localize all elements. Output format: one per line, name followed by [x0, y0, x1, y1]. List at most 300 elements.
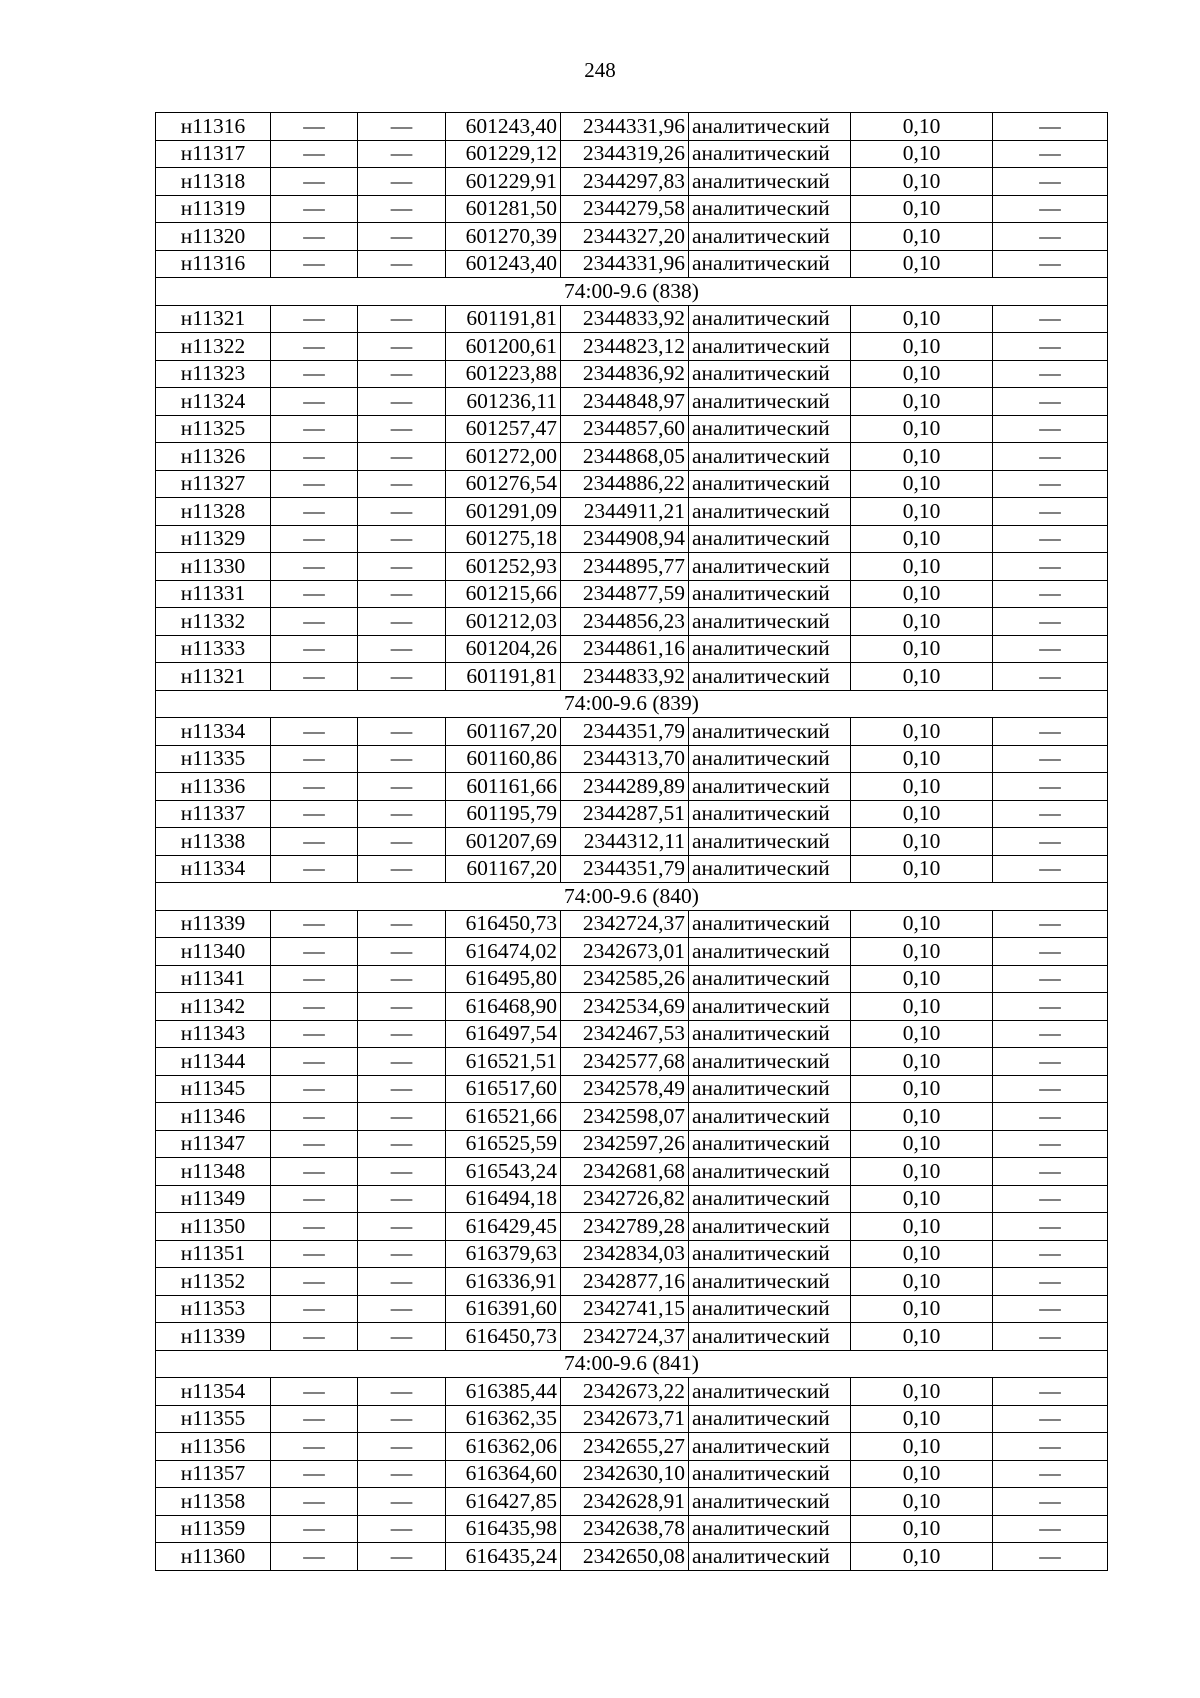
dash-cell: — — [993, 1158, 1108, 1186]
table-row — [156, 525, 1108, 553]
x-coordinate-cell: 616497,54 — [446, 1020, 561, 1048]
table-row — [156, 1543, 1108, 1571]
accuracy-cell: 0,10 — [851, 168, 993, 196]
method-cell: аналитический — [689, 1103, 851, 1131]
dash-cell: — — [993, 635, 1108, 663]
table-row — [156, 195, 1108, 223]
y-coordinate-cell: 2342724,37 — [561, 910, 689, 938]
dash-cell: — — [993, 993, 1108, 1021]
dash-cell: — — [271, 498, 358, 526]
point-id-cell: н11331 — [156, 580, 271, 608]
y-coordinate-cell: 2344877,59 — [561, 580, 689, 608]
x-coordinate-cell: 601223,88 — [446, 360, 561, 388]
y-coordinate-cell: 2342577,68 — [561, 1048, 689, 1076]
y-coordinate-cell: 2342877,16 — [561, 1268, 689, 1296]
point-id-cell: н11345 — [156, 1075, 271, 1103]
accuracy-cell: 0,10 — [851, 635, 993, 663]
dash-cell: — — [993, 333, 1108, 361]
accuracy-cell: 0,10 — [851, 580, 993, 608]
table-row — [156, 388, 1108, 416]
table-row — [156, 993, 1108, 1021]
dash-cell: — — [271, 965, 358, 993]
method-cell: аналитический — [689, 223, 851, 251]
dash-cell: — — [271, 773, 358, 801]
x-coordinate-cell: 601160,86 — [446, 745, 561, 773]
x-coordinate-cell: 616379,63 — [446, 1240, 561, 1268]
x-coordinate-cell: 616336,91 — [446, 1268, 561, 1296]
x-coordinate-cell: 616495,80 — [446, 965, 561, 993]
x-coordinate-cell: 601229,12 — [446, 140, 561, 168]
method-cell: аналитический — [689, 1268, 851, 1296]
accuracy-cell: 0,10 — [851, 415, 993, 443]
accuracy-cell: 0,10 — [851, 855, 993, 883]
dash-cell: — — [358, 1130, 446, 1158]
dash-cell: — — [993, 1433, 1108, 1461]
dash-cell: — — [993, 168, 1108, 196]
dash-cell: — — [358, 800, 446, 828]
dash-cell: — — [993, 608, 1108, 636]
point-id-cell: н11333 — [156, 635, 271, 663]
method-cell: аналитический — [689, 1048, 851, 1076]
dash-cell: — — [993, 140, 1108, 168]
dash-cell: — — [271, 1488, 358, 1516]
y-coordinate-cell: 2342724,37 — [561, 1323, 689, 1351]
table-row — [156, 1185, 1108, 1213]
dash-cell: — — [358, 1378, 446, 1406]
dash-cell: — — [271, 223, 358, 251]
dash-cell: — — [271, 250, 358, 278]
dash-cell: — — [358, 773, 446, 801]
dash-cell: — — [271, 470, 358, 498]
method-cell: аналитический — [689, 305, 851, 333]
dash-cell: — — [993, 443, 1108, 471]
dash-cell: — — [271, 1075, 358, 1103]
dash-cell: — — [358, 1295, 446, 1323]
point-id-cell: н11359 — [156, 1515, 271, 1543]
dash-cell: — — [358, 1213, 446, 1241]
x-coordinate-cell: 616521,66 — [446, 1103, 561, 1131]
dash-cell: — — [271, 333, 358, 361]
point-id-cell: н11332 — [156, 608, 271, 636]
x-coordinate-cell: 616364,60 — [446, 1460, 561, 1488]
dash-cell: — — [358, 223, 446, 251]
dash-cell: — — [993, 525, 1108, 553]
method-cell: аналитический — [689, 773, 851, 801]
method-cell: аналитический — [689, 1543, 851, 1571]
point-id-cell: н11352 — [156, 1268, 271, 1296]
table-row — [156, 608, 1108, 636]
point-id-cell: н11336 — [156, 773, 271, 801]
point-id-cell: н11353 — [156, 1295, 271, 1323]
point-id-cell: н11342 — [156, 993, 271, 1021]
x-coordinate-cell: 601281,50 — [446, 195, 561, 223]
accuracy-cell: 0,10 — [851, 1460, 993, 1488]
accuracy-cell: 0,10 — [851, 388, 993, 416]
dash-cell: — — [993, 718, 1108, 746]
accuracy-cell: 0,10 — [851, 140, 993, 168]
point-id-cell: н11337 — [156, 800, 271, 828]
dash-cell: — — [993, 470, 1108, 498]
accuracy-cell: 0,10 — [851, 333, 993, 361]
accuracy-cell: 0,10 — [851, 1295, 993, 1323]
x-coordinate-cell: 601276,54 — [446, 470, 561, 498]
accuracy-cell: 0,10 — [851, 498, 993, 526]
accuracy-cell: 0,10 — [851, 360, 993, 388]
dash-cell: — — [993, 1103, 1108, 1131]
dash-cell: — — [993, 1268, 1108, 1296]
table-row — [156, 1405, 1108, 1433]
point-id-cell: н11334 — [156, 855, 271, 883]
dash-cell: — — [271, 1240, 358, 1268]
y-coordinate-cell: 2344856,23 — [561, 608, 689, 636]
table-row — [156, 1130, 1108, 1158]
table-row — [156, 635, 1108, 663]
section-header-row — [156, 883, 1108, 911]
dash-cell: — — [271, 140, 358, 168]
dash-cell: — — [358, 140, 446, 168]
dash-cell: — — [271, 113, 358, 141]
dash-cell: — — [993, 1075, 1108, 1103]
accuracy-cell: 0,10 — [851, 1323, 993, 1351]
table-row — [156, 1295, 1108, 1323]
point-id-cell: н11316 — [156, 113, 271, 141]
x-coordinate-cell: 616391,60 — [446, 1295, 561, 1323]
method-cell: аналитический — [689, 1515, 851, 1543]
dash-cell: — — [271, 415, 358, 443]
method-cell: аналитический — [689, 443, 851, 471]
table-row — [156, 223, 1108, 251]
x-coordinate-cell: 601167,20 — [446, 855, 561, 883]
point-id-cell: н11329 — [156, 525, 271, 553]
dash-cell: — — [358, 1240, 446, 1268]
y-coordinate-cell: 2342598,07 — [561, 1103, 689, 1131]
point-id-cell: н11360 — [156, 1543, 271, 1571]
method-cell: аналитический — [689, 195, 851, 223]
method-cell: аналитический — [689, 635, 851, 663]
method-cell: аналитический — [689, 415, 851, 443]
method-cell: аналитический — [689, 140, 851, 168]
point-id-cell: н11321 — [156, 663, 271, 691]
dash-cell: — — [993, 360, 1108, 388]
dash-cell: — — [271, 1543, 358, 1571]
section-label: 74:00-9.6 (840) — [156, 883, 1108, 911]
x-coordinate-cell: 601243,40 — [446, 250, 561, 278]
x-coordinate-cell: 601191,81 — [446, 305, 561, 333]
accuracy-cell: 0,10 — [851, 1048, 993, 1076]
dash-cell: — — [358, 1185, 446, 1213]
dash-cell: — — [993, 1378, 1108, 1406]
table-row — [156, 250, 1108, 278]
dash-cell: — — [993, 223, 1108, 251]
table-row — [156, 663, 1108, 691]
accuracy-cell: 0,10 — [851, 553, 993, 581]
accuracy-cell: 0,10 — [851, 993, 993, 1021]
x-coordinate-cell: 601207,69 — [446, 828, 561, 856]
method-cell: аналитический — [689, 498, 851, 526]
table-row — [156, 965, 1108, 993]
table-row — [156, 910, 1108, 938]
table-row — [156, 443, 1108, 471]
dash-cell: — — [271, 910, 358, 938]
point-id-cell: н11326 — [156, 443, 271, 471]
point-id-cell: н11355 — [156, 1405, 271, 1433]
point-id-cell: н11357 — [156, 1460, 271, 1488]
method-cell: аналитический — [689, 1405, 851, 1433]
dash-cell: — — [993, 855, 1108, 883]
method-cell: аналитический — [689, 1240, 851, 1268]
table-row — [156, 305, 1108, 333]
dash-cell: — — [271, 443, 358, 471]
x-coordinate-cell: 601257,47 — [446, 415, 561, 443]
table-row — [156, 1268, 1108, 1296]
dash-cell: — — [993, 195, 1108, 223]
y-coordinate-cell: 2344297,83 — [561, 168, 689, 196]
x-coordinate-cell: 601270,39 — [446, 223, 561, 251]
x-coordinate-cell: 601191,81 — [446, 663, 561, 691]
dash-cell: — — [271, 1213, 358, 1241]
dash-cell: — — [993, 910, 1108, 938]
dash-cell: — — [271, 1130, 358, 1158]
dash-cell: — — [271, 828, 358, 856]
table-row — [156, 828, 1108, 856]
method-cell: аналитический — [689, 910, 851, 938]
accuracy-cell: 0,10 — [851, 608, 993, 636]
table-row — [156, 1213, 1108, 1241]
method-cell: аналитический — [689, 1433, 851, 1461]
accuracy-cell: 0,10 — [851, 1075, 993, 1103]
section-header-row — [156, 1350, 1108, 1378]
method-cell: аналитический — [689, 993, 851, 1021]
accuracy-cell: 0,10 — [851, 305, 993, 333]
dash-cell: — — [358, 333, 446, 361]
table-row — [156, 1048, 1108, 1076]
method-cell: аналитический — [689, 800, 851, 828]
accuracy-cell: 0,10 — [851, 1515, 993, 1543]
accuracy-cell: 0,10 — [851, 745, 993, 773]
dash-cell: — — [271, 195, 358, 223]
dash-cell: — — [271, 635, 358, 663]
accuracy-cell: 0,10 — [851, 250, 993, 278]
method-cell: аналитический — [689, 333, 851, 361]
y-coordinate-cell: 2342628,91 — [561, 1488, 689, 1516]
x-coordinate-cell: 601195,79 — [446, 800, 561, 828]
method-cell: аналитический — [689, 525, 851, 553]
point-id-cell: н11341 — [156, 965, 271, 993]
y-coordinate-cell: 2342630,10 — [561, 1460, 689, 1488]
dash-cell: — — [271, 993, 358, 1021]
dash-cell: — — [271, 608, 358, 636]
dash-cell: — — [358, 580, 446, 608]
y-coordinate-cell: 2342655,27 — [561, 1433, 689, 1461]
accuracy-cell: 0,10 — [851, 525, 993, 553]
dash-cell: — — [358, 1460, 446, 1488]
point-id-cell: н11335 — [156, 745, 271, 773]
dash-cell: — — [271, 1433, 358, 1461]
accuracy-cell: 0,10 — [851, 773, 993, 801]
y-coordinate-cell: 2342578,49 — [561, 1075, 689, 1103]
point-id-cell: н11351 — [156, 1240, 271, 1268]
dash-cell: — — [358, 305, 446, 333]
point-id-cell: н11344 — [156, 1048, 271, 1076]
x-coordinate-cell: 601272,00 — [446, 443, 561, 471]
dash-cell: — — [358, 938, 446, 966]
y-coordinate-cell: 2342673,22 — [561, 1378, 689, 1406]
accuracy-cell: 0,10 — [851, 113, 993, 141]
x-coordinate-cell: 601204,26 — [446, 635, 561, 663]
y-coordinate-cell: 2342673,71 — [561, 1405, 689, 1433]
point-id-cell: н11339 — [156, 1323, 271, 1351]
dash-cell: — — [271, 1048, 358, 1076]
dash-cell: — — [993, 1488, 1108, 1516]
dash-cell: — — [358, 1048, 446, 1076]
dash-cell: — — [993, 1185, 1108, 1213]
accuracy-cell: 0,10 — [851, 718, 993, 746]
method-cell: аналитический — [689, 1488, 851, 1516]
accuracy-cell: 0,10 — [851, 938, 993, 966]
accuracy-cell: 0,10 — [851, 195, 993, 223]
x-coordinate-cell: 616362,35 — [446, 1405, 561, 1433]
table-row — [156, 855, 1108, 883]
dash-cell: — — [993, 1515, 1108, 1543]
dash-cell: — — [358, 1515, 446, 1543]
dash-cell: — — [358, 195, 446, 223]
x-coordinate-cell: 616474,02 — [446, 938, 561, 966]
y-coordinate-cell: 2344312,11 — [561, 828, 689, 856]
accuracy-cell: 0,10 — [851, 1488, 993, 1516]
point-id-cell: н11325 — [156, 415, 271, 443]
x-coordinate-cell: 616517,60 — [446, 1075, 561, 1103]
dash-cell: — — [993, 1405, 1108, 1433]
accuracy-cell: 0,10 — [851, 1378, 993, 1406]
dash-cell: — — [358, 993, 446, 1021]
accuracy-cell: 0,10 — [851, 443, 993, 471]
y-coordinate-cell: 2344287,51 — [561, 800, 689, 828]
dash-cell: — — [993, 828, 1108, 856]
x-coordinate-cell: 616543,24 — [446, 1158, 561, 1186]
x-coordinate-cell: 616429,45 — [446, 1213, 561, 1241]
x-coordinate-cell: 616362,06 — [446, 1433, 561, 1461]
dash-cell: — — [358, 910, 446, 938]
dash-cell: — — [271, 580, 358, 608]
page-number: 248 — [584, 58, 616, 82]
x-coordinate-cell: 601243,40 — [446, 113, 561, 141]
dash-cell: — — [271, 663, 358, 691]
method-cell: аналитический — [689, 1158, 851, 1186]
x-coordinate-cell: 616450,73 — [446, 910, 561, 938]
dash-cell: — — [358, 1268, 446, 1296]
y-coordinate-cell: 2342726,82 — [561, 1185, 689, 1213]
y-coordinate-cell: 2344319,26 — [561, 140, 689, 168]
dash-cell: — — [358, 553, 446, 581]
y-coordinate-cell: 2344886,22 — [561, 470, 689, 498]
dash-cell: — — [993, 388, 1108, 416]
y-coordinate-cell: 2342597,26 — [561, 1130, 689, 1158]
y-coordinate-cell: 2344331,96 — [561, 250, 689, 278]
method-cell: аналитический — [689, 1323, 851, 1351]
table-row — [156, 1488, 1108, 1516]
y-coordinate-cell: 2344351,79 — [561, 855, 689, 883]
x-coordinate-cell: 601275,18 — [446, 525, 561, 553]
point-id-cell: н11321 — [156, 305, 271, 333]
table-row — [156, 498, 1108, 526]
point-id-cell: н11348 — [156, 1158, 271, 1186]
x-coordinate-cell: 601236,11 — [446, 388, 561, 416]
accuracy-cell: 0,10 — [851, 828, 993, 856]
accuracy-cell: 0,10 — [851, 800, 993, 828]
x-coordinate-cell: 616525,59 — [446, 1130, 561, 1158]
dash-cell: — — [271, 855, 358, 883]
accuracy-cell: 0,10 — [851, 1130, 993, 1158]
table-row — [156, 745, 1108, 773]
dash-cell: — — [271, 525, 358, 553]
point-id-cell: н11334 — [156, 718, 271, 746]
y-coordinate-cell: 2342681,68 — [561, 1158, 689, 1186]
dash-cell: — — [358, 470, 446, 498]
dash-cell: — — [271, 168, 358, 196]
method-cell: аналитический — [689, 1295, 851, 1323]
method-cell: аналитический — [689, 168, 851, 196]
method-cell: аналитический — [689, 855, 851, 883]
table-row — [156, 553, 1108, 581]
dash-cell: — — [358, 1405, 446, 1433]
dash-cell: — — [358, 608, 446, 636]
dash-cell: — — [358, 1433, 446, 1461]
accuracy-cell: 0,10 — [851, 1020, 993, 1048]
section-header-row — [156, 278, 1108, 306]
point-id-cell: н11354 — [156, 1378, 271, 1406]
dash-cell: — — [993, 773, 1108, 801]
table-row — [156, 360, 1108, 388]
x-coordinate-cell: 601252,93 — [446, 553, 561, 581]
point-id-cell: н11319 — [156, 195, 271, 223]
dash-cell: — — [358, 965, 446, 993]
dash-cell: — — [271, 1268, 358, 1296]
y-coordinate-cell: 2344911,21 — [561, 498, 689, 526]
dash-cell: — — [993, 113, 1108, 141]
accuracy-cell: 0,10 — [851, 1543, 993, 1571]
method-cell: аналитический — [689, 828, 851, 856]
dash-cell: — — [358, 1075, 446, 1103]
dash-cell: — — [993, 580, 1108, 608]
dash-cell: — — [993, 1020, 1108, 1048]
dash-cell: — — [358, 1323, 446, 1351]
y-coordinate-cell: 2344833,92 — [561, 663, 689, 691]
table-row — [156, 1515, 1108, 1543]
x-coordinate-cell: 616494,18 — [446, 1185, 561, 1213]
table-row — [156, 168, 1108, 196]
point-id-cell: н11339 — [156, 910, 271, 938]
table-row — [156, 1460, 1108, 1488]
y-coordinate-cell: 2342741,15 — [561, 1295, 689, 1323]
y-coordinate-cell: 2344895,77 — [561, 553, 689, 581]
dash-cell: — — [358, 745, 446, 773]
method-cell: аналитический — [689, 663, 851, 691]
x-coordinate-cell: 601215,66 — [446, 580, 561, 608]
x-coordinate-cell: 601161,66 — [446, 773, 561, 801]
y-coordinate-cell: 2344857,60 — [561, 415, 689, 443]
accuracy-cell: 0,10 — [851, 663, 993, 691]
dash-cell: — — [271, 1515, 358, 1543]
y-coordinate-cell: 2344836,92 — [561, 360, 689, 388]
dash-cell: — — [993, 1295, 1108, 1323]
y-coordinate-cell: 2344327,20 — [561, 223, 689, 251]
x-coordinate-cell: 616435,24 — [446, 1543, 561, 1571]
dash-cell: — — [993, 250, 1108, 278]
dash-cell: — — [993, 1213, 1108, 1241]
dash-cell: — — [358, 828, 446, 856]
dash-cell: — — [271, 1460, 358, 1488]
table-row — [156, 800, 1108, 828]
